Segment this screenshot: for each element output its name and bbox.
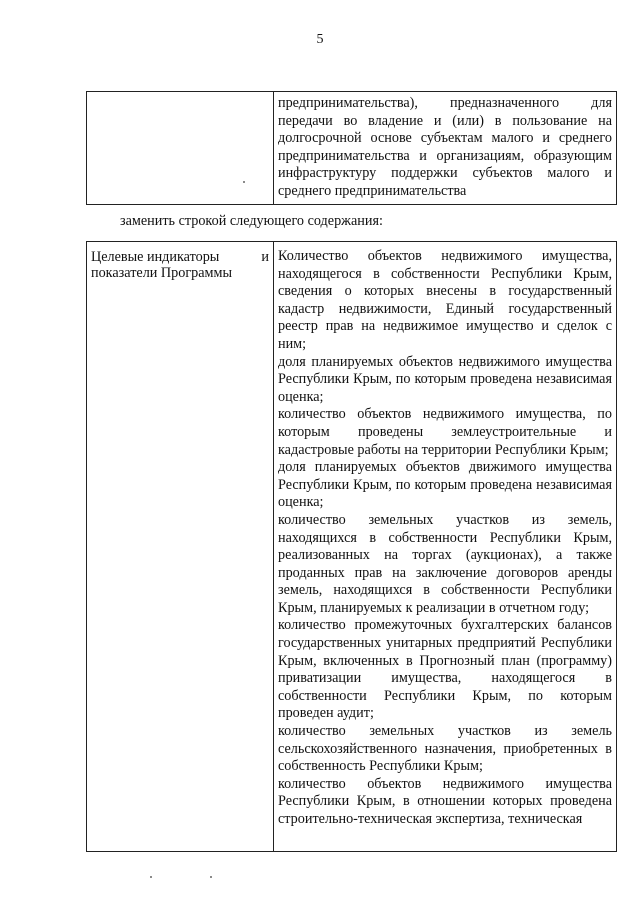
label-line-1 [91, 249, 269, 265]
indicator-item: количество объектов недвижимого имущества, по которым проведены землеустроительные и кадастровые работы на территории Республики Крым; [278, 406, 612, 458]
new-table-row [86, 241, 617, 852]
prev-table-right-cell: предпринимательства), предназначенного для передачи во владение и (или) в пользование на долгосрочной основе субъектам малого и среднего предпринимательства и организациям, образующим инфраструктуру поддержки субъектов малого и среднего предпринимательства [274, 92, 617, 205]
indicators-content-cell [274, 242, 617, 852]
scan-speck [210, 876, 212, 878]
page-number: 5 [316, 32, 324, 47]
indicator-item: количество объектов недвижимого имущества Республики Крым, в отношении которых проведена строительно-техническая экспертиза, техническая [278, 775, 612, 827]
scan-speck [243, 181, 245, 183]
indicators-label-cell [87, 242, 274, 852]
label-line-2: показатели Программы [91, 265, 233, 281]
indicator-item: Количество объектов недвижимого имущества, находящегося в собственности Республики Крым, сведения о которых внесены в государственный кадастр недвижимости, Единый государственный реестр прав на недвижимое имущество и сделок с ним; [278, 248, 612, 352]
indicator-item: доля планируемых объектов движимого имущества Республики Крым, по которым проведена независимая оценка; [278, 459, 612, 511]
replace-instruction: заменить строкой следующего содержания: [120, 213, 383, 229]
label-line-1-left: Целевые индикаторы [91, 249, 220, 265]
scan-speck [150, 876, 152, 878]
indicator-item: количество земельных участков из земель, находящихся в собственности Республики Крым, реализованных на торгах (аукционах), а также проданных прав на заключение договоров аренды земель, находящихся в собственности Республики Крым, планируемых к реализации в отчетном году; [278, 511, 612, 616]
previous-table-fragment [86, 91, 617, 205]
indicator-item: доля планируемых объектов недвижимого имущества Республики Крым, по которым проведена независимая оценка; [278, 353, 612, 405]
indicator-item: количество земельных участков из земель сельскохозяйственного назначения, приобретенных в собственность Республики Крым; [278, 723, 612, 775]
label-line-1-right: и [261, 249, 269, 265]
indicator-item: количество промежуточных бухгалтерских балансов государственных унитарных предприятий Республики Крым, включенных в Прогнозный план (программу) приватизации имущества, находящегося в собственности Республики Крым, по которым проведен аудит; [278, 617, 612, 722]
prev-table-left-cell [87, 92, 274, 205]
